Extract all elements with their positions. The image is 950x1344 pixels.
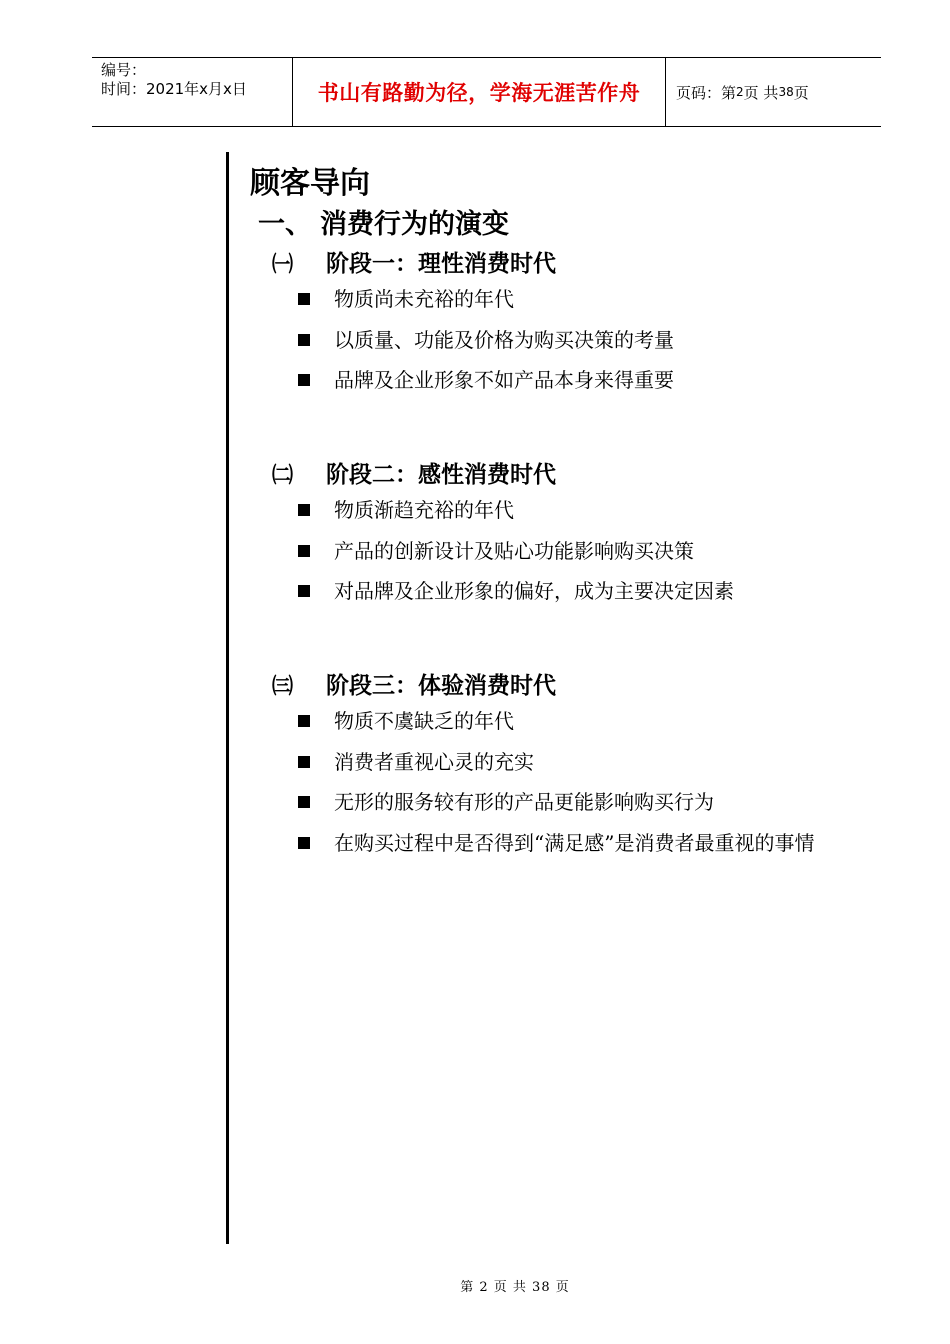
stage-title: 阶段一：理性消费时代 — [326, 250, 556, 277]
list-item-text: 以质量、功能及价格为购买决策的考量 — [334, 328, 674, 352]
header-meta — [92, 58, 293, 126]
square-bullet-icon — [298, 374, 310, 386]
square-bullet-icon — [298, 334, 310, 346]
list-item — [298, 490, 858, 530]
stage-heading — [272, 667, 556, 700]
stage-title: 阶段二：感性消费时代 — [326, 461, 556, 488]
page-mid: 页 共 — [743, 83, 779, 102]
page-number: 2 — [736, 85, 744, 99]
square-bullet-icon — [298, 585, 310, 597]
section-number: 一、 — [258, 209, 312, 240]
list-item-text: 无形的服务较有形的产品更能影响购买行为 — [334, 790, 714, 814]
list-item-text: 物质渐趋充裕的年代 — [334, 498, 514, 522]
list-item — [298, 360, 858, 400]
list-item-text: 品牌及企业形象不如产品本身来得重要 — [334, 368, 674, 392]
stage-number: ㈡ — [272, 462, 293, 487]
stage-number: ㈠ — [272, 251, 293, 276]
stage-heading — [272, 245, 556, 278]
section-heading — [258, 202, 509, 241]
list-item — [298, 571, 858, 611]
stage-heading — [272, 456, 556, 489]
motto: 书山有路勤为径，学海无涯苦作舟 — [317, 80, 641, 105]
stage-title: 阶段三：体验消费时代 — [326, 672, 556, 699]
document-title: 顾客导向 — [250, 166, 370, 201]
list-item — [298, 823, 858, 863]
square-bullet-icon — [298, 837, 310, 849]
list-item-text: 产品的创新设计及贴心功能影响购买决策 — [334, 539, 694, 563]
header-page-info — [666, 58, 881, 126]
page-header — [92, 57, 881, 127]
square-bullet-icon — [298, 756, 310, 768]
list-item-text: 对品牌及企业形象的偏好，成为主要决定因素 — [334, 579, 734, 603]
list-item-text: 物质尚未充裕的年代 — [334, 287, 514, 311]
list-item — [298, 742, 858, 782]
square-bullet-icon — [298, 545, 310, 557]
square-bullet-icon — [298, 293, 310, 305]
header-motto-cell — [293, 58, 666, 126]
list-item-text: 消费者重视心灵的充实 — [334, 750, 534, 774]
list-item — [298, 701, 858, 741]
left-margin-rule — [226, 152, 229, 1244]
list-item-text: 在购买过程中是否得到“满足感”是消费者最重视的事情 — [334, 831, 815, 855]
time-label: 时间：2021年x月x日 — [101, 80, 247, 98]
square-bullet-icon — [298, 504, 310, 516]
page-prefix: 页码：第 — [676, 83, 737, 102]
stage-number: ㈢ — [272, 673, 293, 698]
code-label: 编号： — [101, 61, 147, 79]
page-total: 38 — [778, 85, 794, 99]
page-suffix: 页 — [793, 83, 809, 102]
page-footer: 第 2 页 共 38 页 — [460, 1280, 570, 1295]
list-item — [298, 531, 858, 571]
section-title: 消费行为的演变 — [320, 209, 509, 240]
list-item — [298, 279, 858, 319]
list-item — [298, 320, 858, 360]
square-bullet-icon — [298, 796, 310, 808]
square-bullet-icon — [298, 715, 310, 727]
list-item-text: 物质不虞缺乏的年代 — [334, 709, 514, 733]
list-item — [298, 782, 858, 822]
